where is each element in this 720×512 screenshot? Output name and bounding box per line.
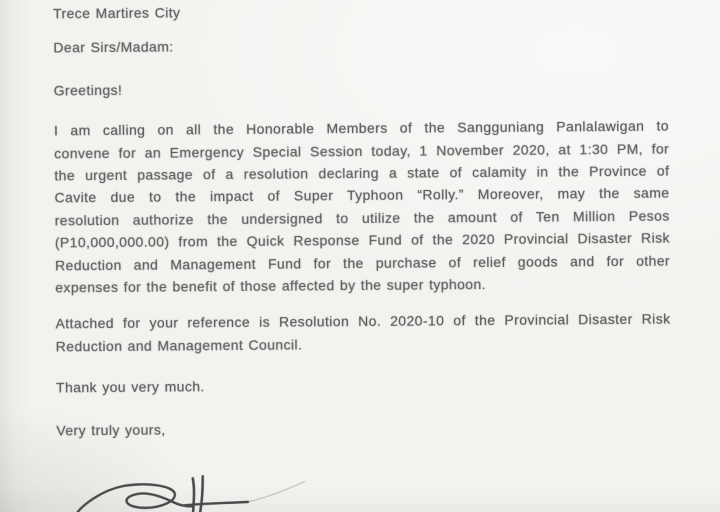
paragraph-line: Cavite due to the impact of Super Typhoon “Rolly.” Moreover, may the same bbox=[54, 185, 670, 206]
letter-content bbox=[53, 0, 672, 512]
paragraph-line: convene for an Emergency Special Session today, 1 November 2020, at 1:30 PM, for bbox=[54, 140, 670, 162]
closing-line: Very truly yours, bbox=[56, 421, 166, 439]
thanks-line: Thank you very much. bbox=[55, 378, 205, 396]
greeting-line: Greetings! bbox=[53, 81, 123, 99]
paragraph-line: Reduction and Management Fund for the purchase of relief goods and for other bbox=[54, 252, 671, 274]
salutation-line: Dear Sirs/Madam: bbox=[53, 38, 174, 56]
paragraph-line: resolution authorize the undersigned to utilize the amount of Ten Million Pesos bbox=[54, 207, 670, 229]
paragraph-line: I am calling on all the Honorable Members of the Sangguniang Panlalawigan to bbox=[53, 117, 670, 139]
paragraph-line: expenses for the benefit of those affected by the super typhoon. bbox=[55, 276, 487, 296]
paragraph-line: Reduction and Management Council. bbox=[55, 336, 303, 355]
signature-icon bbox=[62, 455, 322, 512]
body-paragraph-2 bbox=[55, 308, 670, 358]
paragraph-line: the urgent passage of a resolution declaring a state of calamity in the Province of bbox=[54, 162, 670, 184]
city-line: Trece Martires City bbox=[53, 4, 181, 22]
paragraph-line: Attached for your reference is Resolution No. 2020-10 of the Provincial Disaster Risk bbox=[55, 311, 671, 332]
paragraph-line: (P10,000,000.00) from the Quick Response Fund of the 2020 Provincial Disaster Risk bbox=[54, 229, 670, 251]
body-paragraph-1 bbox=[54, 115, 670, 299]
